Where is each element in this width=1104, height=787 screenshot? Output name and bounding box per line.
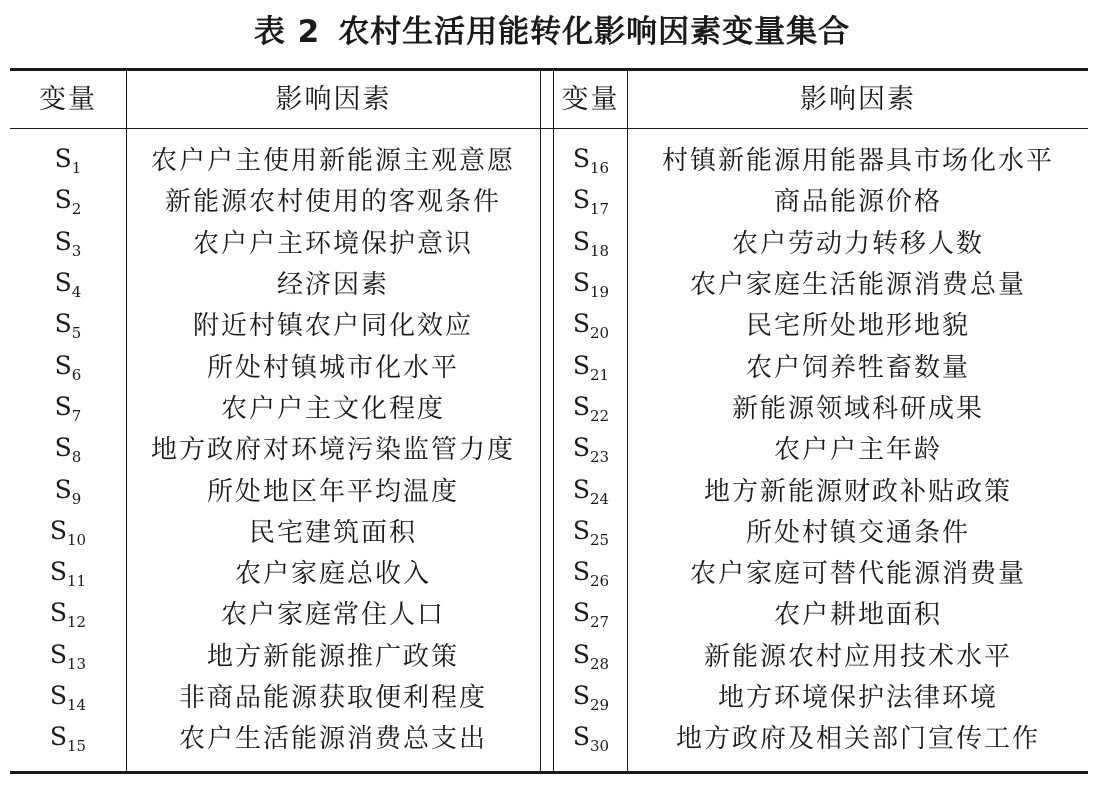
factor-cell: 地方政府及相关部门宣传工作	[675, 724, 1040, 755]
variable-index: 29	[590, 696, 610, 714]
variable-cell	[554, 309, 628, 343]
left-table-body	[10, 138, 540, 757]
variable-cell	[554, 515, 628, 549]
variable-index: 16	[590, 159, 610, 178]
variable-index: 12	[67, 613, 87, 632]
factor-cell: 地方政府对环境污染监管力度	[150, 435, 515, 466]
factor-cell: 民宅建筑面积	[248, 517, 417, 548]
table-row	[554, 179, 1088, 220]
table-row	[554, 551, 1088, 592]
variable-cell	[10, 226, 126, 260]
variable-symbol: S	[572, 391, 591, 421]
factor-cell: 经济因素	[276, 270, 389, 301]
variable-cell	[10, 474, 126, 508]
variable-index: 4	[71, 283, 82, 302]
table-row	[554, 468, 1088, 509]
variable-cell	[554, 722, 628, 756]
table-row	[10, 386, 540, 427]
variable-cell	[10, 598, 126, 632]
table-row	[10, 262, 540, 303]
variable-cell	[554, 639, 628, 673]
table-row	[10, 427, 540, 468]
factor-cell: 农户家庭生活能源消费总量	[689, 270, 1026, 301]
variable-cell	[10, 639, 126, 673]
factor-cell: 农户家庭总收入	[234, 559, 431, 590]
factor-cell: 农户户主使用新能源主观意愿	[150, 146, 515, 177]
variable-cell	[554, 350, 628, 384]
variable-index: 3	[71, 241, 82, 260]
factor-cell: 新能源农村使用的客观条件	[164, 187, 501, 218]
factor-cell: 农户生活能源消费总支出	[178, 724, 487, 755]
header-variable-left: 变量	[39, 84, 97, 115]
variable-symbol: S	[572, 515, 591, 545]
variable-symbol: S	[572, 185, 591, 215]
variable-index: 17	[590, 200, 610, 219]
variable-symbol: S	[54, 391, 72, 421]
variable-index: 18	[590, 241, 610, 260]
variable-index: 2	[71, 200, 82, 219]
variable-symbol: S	[572, 474, 591, 504]
variable-cell	[10, 350, 126, 384]
factor-cell: 所处村镇城市化水平	[206, 352, 459, 383]
variable-index: 15	[67, 737, 87, 756]
variable-cell	[554, 144, 628, 178]
factor-cell: 地方新能源推广政策	[206, 641, 459, 672]
variable-symbol: S	[49, 681, 68, 710]
table-number: 表 2	[253, 14, 321, 50]
factor-cell: 新能源农村应用技术水平	[703, 641, 1012, 672]
factor-cell: 新能源领域科研成果	[731, 393, 984, 424]
table-row	[554, 138, 1088, 179]
variable-cell	[554, 268, 628, 302]
right-table-body	[554, 138, 1088, 757]
variable-cell	[10, 433, 126, 467]
table-row	[554, 221, 1088, 262]
variable-symbol: S	[54, 226, 72, 256]
variable-symbol: S	[572, 557, 591, 587]
variable-cell	[554, 557, 628, 591]
table-row	[10, 634, 540, 675]
factor-cell: 农户饲养牲畜数量	[745, 352, 970, 383]
table-row	[10, 675, 540, 716]
table-row	[10, 592, 540, 633]
factor-cell: 农户家庭可替代能源消费量	[689, 559, 1026, 590]
variable-symbol: S	[572, 681, 591, 710]
table-row	[554, 303, 1088, 344]
variable-index: 27	[590, 613, 610, 632]
table-row	[10, 344, 540, 385]
bottom-rule	[10, 771, 1088, 774]
variable-cell	[554, 598, 628, 632]
variable-symbol: S	[572, 350, 591, 380]
header-factor-left: 影响因素	[275, 84, 392, 115]
variable-index: 23	[590, 448, 610, 467]
table-row	[10, 179, 540, 220]
variable-symbol: S	[54, 144, 72, 174]
variable-symbol: S	[572, 144, 591, 174]
factor-cell: 农户家庭常住人口	[220, 600, 445, 631]
variable-symbol: S	[572, 639, 591, 669]
variable-index: 8	[71, 448, 82, 467]
table-row	[554, 592, 1088, 633]
variable-index: 20	[590, 324, 610, 343]
variable-index: 9	[71, 489, 82, 508]
factor-cell: 农户户主文化程度	[220, 393, 445, 424]
table-row	[554, 634, 1088, 675]
factor-cell: 民宅所处地形地貌	[745, 311, 970, 342]
variable-symbol: S	[572, 309, 591, 339]
variable-symbol: S	[572, 722, 591, 752]
table-title-text: 农村生活用能转化影响因素变量集合	[338, 14, 851, 50]
variable-symbol: S	[54, 433, 72, 463]
variable-index: 28	[590, 654, 610, 673]
table-row	[554, 510, 1088, 551]
variable-index: 21	[590, 365, 610, 384]
variable-symbol: S	[572, 598, 591, 628]
variable-cell	[554, 681, 628, 714]
table-row	[10, 303, 540, 344]
factor-cell: 所处村镇交通条件	[745, 517, 970, 548]
variable-index: 22	[590, 406, 610, 425]
factor-cell: 农户劳动力转移人数	[731, 228, 984, 259]
table-row	[554, 716, 1088, 757]
factor-cell: 地方环境保护法律环境	[717, 683, 998, 713]
variable-cell	[10, 144, 126, 178]
variable-index: 5	[71, 324, 82, 343]
variable-symbol: S	[49, 722, 68, 752]
variable-index: 1	[71, 159, 82, 178]
variable-symbol: S	[54, 350, 72, 380]
table-row	[10, 716, 540, 757]
factor-cell: 农户耕地面积	[773, 600, 942, 631]
variable-cell	[554, 226, 628, 260]
table-row	[10, 468, 540, 509]
variable-index: 11	[67, 572, 87, 591]
table-row	[554, 675, 1088, 716]
table-row	[10, 138, 540, 179]
variable-index: 25	[590, 530, 610, 549]
variable-cell	[10, 722, 126, 756]
table-row	[554, 344, 1088, 385]
factor-cell: 农户户主环境保护意识	[192, 228, 473, 259]
variable-cell	[10, 681, 126, 714]
variable-cell	[10, 515, 126, 549]
variable-symbol: S	[49, 515, 68, 545]
column-divider	[540, 71, 541, 771]
variable-symbol: S	[572, 226, 591, 256]
variable-cell	[10, 309, 126, 343]
table-row	[10, 510, 540, 551]
variable-symbol: S	[49, 557, 68, 587]
variable-symbol: S	[572, 433, 591, 463]
variable-index: 19	[590, 283, 610, 302]
variable-cell	[10, 391, 126, 425]
table-row	[554, 262, 1088, 303]
factor-cell: 所处地区年平均温度	[206, 476, 459, 507]
variable-symbol: S	[54, 309, 72, 339]
variable-cell	[554, 391, 628, 425]
variable-index: 30	[590, 737, 610, 756]
variable-symbol: S	[54, 185, 72, 215]
factor-cell: 附近村镇农户同化效应	[192, 311, 473, 342]
variable-cell	[554, 433, 628, 467]
variable-symbol: S	[49, 639, 68, 669]
variable-cell	[10, 268, 126, 302]
variable-cell	[554, 474, 628, 508]
variable-index: 14	[67, 696, 87, 714]
table-row	[554, 386, 1088, 427]
variable-index: 24	[590, 489, 610, 508]
variable-symbol: S	[572, 268, 591, 298]
factor-cell: 商品能源价格	[773, 187, 942, 218]
variable-index: 6	[71, 365, 82, 384]
variable-symbol: S	[54, 268, 72, 298]
factor-cell: 地方新能源财政补贴政策	[703, 476, 1012, 507]
variable-symbol: S	[49, 598, 68, 628]
variable-index: 10	[67, 530, 87, 549]
factor-cell: 村镇新能源用能器具市场化水平	[661, 146, 1054, 177]
variable-index: 13	[67, 654, 87, 673]
factor-cell: 农户户主年龄	[773, 435, 942, 466]
table-row	[10, 221, 540, 262]
variable-cell	[10, 185, 126, 219]
variable-index: 7	[71, 406, 82, 425]
variable-index: 26	[590, 572, 610, 591]
variable-cell	[554, 185, 628, 219]
table-row	[554, 427, 1088, 468]
header-variable-right: 变量	[561, 84, 620, 115]
header-factor-right: 影响因素	[800, 84, 916, 115]
factor-cell: 非商品能源获取便利程度	[178, 683, 487, 713]
table-row	[10, 551, 540, 592]
table-title	[0, 8, 1104, 56]
variable-symbol: S	[54, 474, 72, 504]
header-rule	[10, 128, 1088, 129]
variable-cell	[10, 557, 126, 591]
